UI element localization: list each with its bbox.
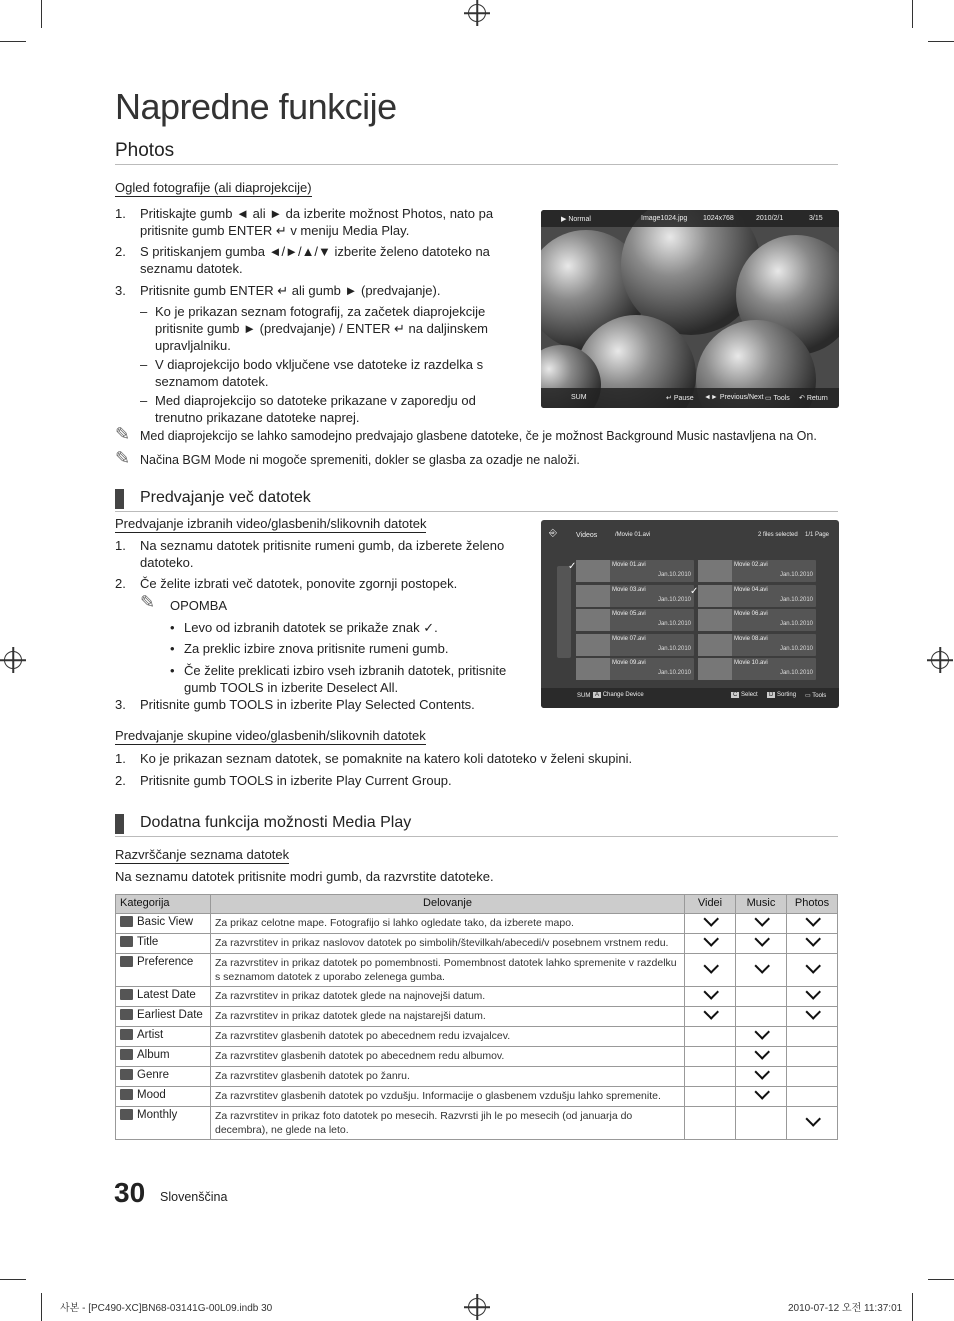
subheading-sort: Razvrščanje seznama datotek bbox=[115, 847, 290, 862]
support-cell bbox=[685, 1087, 736, 1107]
checkmark-icon bbox=[805, 931, 821, 947]
description-cell: Za razvrstitev glasbenih datotek po žanru. bbox=[211, 1067, 685, 1087]
file-name: Movie 09.avi bbox=[612, 660, 646, 666]
step-number: 2. bbox=[115, 576, 126, 591]
crop-mark bbox=[0, 1279, 26, 1280]
file-thumbnail-icon bbox=[576, 658, 610, 680]
category-cell bbox=[116, 954, 211, 987]
support-cell bbox=[787, 1087, 838, 1107]
file-item[interactable] bbox=[698, 658, 816, 680]
category-cell bbox=[116, 1047, 211, 1067]
category-icon bbox=[120, 916, 133, 927]
category-sidebar bbox=[557, 566, 571, 658]
file-date: Jan.10.2010 bbox=[657, 621, 691, 627]
file-name: Movie 10.avi bbox=[734, 660, 768, 666]
table-row bbox=[116, 987, 838, 1007]
file-thumbnail-icon bbox=[698, 609, 732, 631]
checkmark-icon bbox=[703, 911, 719, 927]
support-cell bbox=[787, 1007, 838, 1027]
section-bar bbox=[115, 489, 124, 509]
apples-photo bbox=[541, 210, 839, 408]
section-heading-extra: Dodatna funkcija možnosti Media Play bbox=[140, 814, 412, 831]
checkmark-icon bbox=[805, 911, 821, 927]
subheading-slideshow: Ogled fotografije (ali diaprojekcije) bbox=[115, 180, 312, 195]
file-item[interactable] bbox=[576, 634, 694, 656]
description-cell: Za razvrstitev glasbenih datotek po abecednem redu albumov. bbox=[211, 1047, 685, 1067]
file-name: Movie 07.avi bbox=[612, 635, 646, 642]
table-row bbox=[116, 954, 838, 987]
support-cell bbox=[787, 1027, 838, 1047]
crop-mark bbox=[912, 0, 913, 28]
file-item[interactable] bbox=[698, 609, 816, 631]
file-thumbnail-icon bbox=[698, 634, 732, 656]
table-row bbox=[116, 1027, 838, 1047]
category-icon bbox=[120, 1069, 133, 1080]
category-cell bbox=[116, 1007, 211, 1027]
screen-page: 1/1 Page bbox=[805, 532, 830, 538]
description-cell: Za razvrstitev in prikaz datotek po pomembnosti. Pomembnost datotek lahko spremenite v razdelku s seznamom datotek z uporabo zelenega gumba. bbox=[211, 954, 685, 987]
file-name: Movie 04.avi bbox=[734, 586, 768, 593]
file-item[interactable] bbox=[576, 609, 694, 631]
support-cell bbox=[685, 934, 736, 954]
category-cell bbox=[116, 934, 211, 954]
registration-mark-icon bbox=[931, 651, 949, 669]
note-label: OPOMBA bbox=[170, 598, 228, 613]
screen-title: Videos bbox=[576, 532, 598, 539]
screen-filename: Image1024.jpg bbox=[641, 215, 688, 222]
category-icon bbox=[120, 1029, 133, 1040]
file-thumbnail-icon bbox=[698, 658, 732, 680]
file-date: Jan.10.2010 bbox=[657, 645, 691, 652]
step-text: Na seznamu datotek pritisnite rumeni gumb, da izberete želeno datoteko. bbox=[140, 538, 505, 570]
file-date: Jan.10.2010 bbox=[779, 645, 813, 652]
page-number: 30 bbox=[114, 1177, 146, 1208]
step-number: 2. bbox=[115, 244, 126, 259]
table-header: Delovanje bbox=[211, 895, 685, 914]
file-item[interactable] bbox=[576, 658, 694, 680]
step-text: Ko je prikazan seznam datotek, se pomaknite na katero koli datoteko v želeni skupini. bbox=[140, 751, 633, 766]
note-pencil-icon: ✎ bbox=[115, 424, 131, 444]
step-number: 1. bbox=[115, 206, 126, 221]
file-thumbnail-icon bbox=[698, 585, 732, 607]
description-cell: Za razvrstitev in prikaz datotek glede na najnovejši datum. bbox=[211, 987, 685, 1007]
note-pencil-icon: ✎ bbox=[115, 448, 131, 468]
checkmark-icon bbox=[754, 958, 770, 974]
bullet-item: Za preklic izbire znova pritisnite rumeni gumb. bbox=[184, 641, 449, 656]
category-label: Title bbox=[137, 936, 159, 948]
support-cell bbox=[787, 934, 838, 954]
description-cell: Za prikaz celotne mape. Fotografijo si lahko ogledate tako, da izberete mapo. bbox=[211, 914, 685, 934]
category-icon bbox=[120, 1089, 133, 1100]
step-number: 2. bbox=[115, 773, 126, 788]
file-item[interactable] bbox=[568, 560, 694, 582]
page-title: Napredne funkcije bbox=[115, 86, 397, 127]
divider bbox=[115, 836, 838, 837]
file-date: Jan.10.2010 bbox=[657, 596, 691, 603]
screen-count: 3/15 bbox=[809, 215, 823, 222]
crop-mark bbox=[912, 1293, 913, 1321]
category-cell bbox=[116, 914, 211, 934]
support-cell bbox=[736, 987, 787, 1007]
screen-date: 2010/2/1 bbox=[756, 215, 784, 222]
file-thumbnail-icon bbox=[698, 560, 732, 582]
table-row bbox=[116, 1107, 838, 1140]
file-date: Jan.10.2010 bbox=[779, 621, 813, 627]
photo-viewer-screenshot: ▶ Normal Image1024.jpg 1024x768 2010/2/1 3/15 SUM ↵ Pause ◄► Previous/Next ▭ Tools ↶ Return bbox=[541, 210, 839, 408]
file-date: Jan.10.2010 bbox=[657, 572, 691, 578]
checkmark-icon bbox=[805, 1111, 821, 1127]
registration-mark-icon bbox=[468, 1298, 486, 1316]
file-date: Jan.10.2010 bbox=[657, 670, 691, 676]
bullet-item: Če želite preklicati izbiro vseh izbranih datotek, pritisnite gumb TOOLS in izberite Deselect All. bbox=[184, 663, 507, 695]
checkmark-icon bbox=[805, 1004, 821, 1020]
table-row bbox=[116, 1087, 838, 1107]
step-text: S pritiskanjem gumba ◄/►/▲/▼ izberite želeno datoteko na seznamu datotek. bbox=[140, 244, 490, 276]
step-number: 3. bbox=[115, 283, 126, 298]
support-cell bbox=[736, 1087, 787, 1107]
table-row bbox=[116, 1067, 838, 1087]
crop-mark bbox=[41, 0, 42, 28]
category-label: Earliest Date bbox=[137, 1009, 203, 1021]
category-cell bbox=[116, 1067, 211, 1087]
crop-mark bbox=[41, 1293, 42, 1321]
screen-select: Select bbox=[741, 692, 758, 698]
checkmark-icon bbox=[805, 984, 821, 1000]
note-text: Načina BGM Mode ni mogoče spremeniti, dokler se glasba za ozadje ne naloži. bbox=[140, 453, 580, 467]
divider bbox=[115, 511, 838, 512]
file-name: Movie 06.avi bbox=[734, 611, 768, 617]
support-cell bbox=[685, 1107, 736, 1140]
subheading-selected: Predvajanje izbranih video/glasbenih/slikovnih datotek bbox=[115, 516, 427, 531]
subheading-group: Predvajanje skupine video/glasbenih/slikovnih datotek bbox=[115, 728, 426, 743]
support-cell bbox=[685, 1027, 736, 1047]
file-item[interactable] bbox=[690, 585, 816, 607]
checkmark-icon bbox=[754, 1084, 770, 1100]
category-cell bbox=[116, 1027, 211, 1047]
category-cell bbox=[116, 1087, 211, 1107]
description-cell: Za razvrstitev glasbenih datotek po vzdušju. Informacije o glasbenem vzdušju lahko spremenite. bbox=[211, 1087, 685, 1107]
file-name: Movie 05.avi bbox=[612, 611, 646, 617]
file-item[interactable] bbox=[698, 560, 816, 582]
support-cell bbox=[736, 954, 787, 987]
screen-tools: Tools bbox=[812, 693, 827, 699]
checkmark-icon bbox=[754, 911, 770, 927]
description-cell: Za razvrstitev in prikaz datotek glede na najstarejši datum. bbox=[211, 1007, 685, 1027]
step-text: Pritisnite gumb TOOLS in izberite Play Current Group. bbox=[140, 773, 452, 788]
category-cell bbox=[116, 987, 211, 1007]
screen-prevnext: Previous/Next bbox=[719, 394, 764, 401]
step-text: Če želite izbrati več datotek, ponovite zgornji postopek. bbox=[140, 576, 458, 591]
sort-category-table bbox=[115, 894, 838, 1140]
screen-sorting: Sorting bbox=[777, 692, 797, 698]
category-label: Basic View bbox=[137, 916, 194, 928]
description-cell: Za razvrstitev in prikaz foto datotek po mesecih. Razvrsti jih le po mesecih (od januarja do decembra), ne glede na leto. bbox=[211, 1107, 685, 1140]
checkmark-icon bbox=[754, 931, 770, 947]
screen-resolution: 1024x768 bbox=[703, 215, 734, 222]
screen-return: Return bbox=[806, 395, 828, 402]
support-cell bbox=[685, 1047, 736, 1067]
file-name: Movie 02.avi bbox=[734, 562, 768, 568]
crop-mark bbox=[928, 1279, 954, 1280]
screen-tools: Tools bbox=[773, 395, 790, 402]
print-date-info: 2010-07-12 오전 11:37:01 bbox=[788, 1303, 903, 1314]
table-row bbox=[116, 914, 838, 934]
support-cell bbox=[787, 954, 838, 987]
table-header: Videi bbox=[685, 895, 736, 914]
print-file-info: 사본 - [PC490-XC]BN68-03141G-00L09.indb 30 bbox=[60, 1303, 273, 1314]
checkmark-icon bbox=[754, 1064, 770, 1080]
bullet-item: Levo od izbranih datotek se prikaže znak ✓. bbox=[184, 620, 438, 635]
file-name: Movie 01.avi bbox=[612, 562, 646, 568]
table-header: Music bbox=[736, 895, 787, 914]
screen-pause: Pause bbox=[673, 395, 694, 402]
category-label: Genre bbox=[137, 1069, 169, 1081]
description-cell: Za razvrstitev in prikaz naslovov datotek po simbolih/številkah/abecedi/v posebnem vrstnem redu. bbox=[211, 934, 685, 954]
category-label: Monthly bbox=[137, 1109, 178, 1121]
category-label: Mood bbox=[137, 1089, 166, 1101]
section-bar bbox=[115, 814, 124, 834]
table-header: Photos bbox=[787, 895, 838, 914]
section-heading-multi: Predvajanje več datotek bbox=[140, 489, 311, 506]
support-cell bbox=[787, 1107, 838, 1140]
file-thumbnail-icon bbox=[576, 585, 610, 607]
table-row bbox=[116, 934, 838, 954]
registration-mark-icon bbox=[4, 651, 22, 669]
step-text: Pritisnite gumb TOOLS in izberite Play Selected Contents. bbox=[140, 697, 475, 712]
key-d-icon: D bbox=[769, 692, 774, 698]
divider bbox=[115, 164, 838, 165]
description-cell: Za razvrstitev glasbenih datotek po abecednem redu izvajalcev. bbox=[211, 1027, 685, 1047]
key-c-icon: C bbox=[733, 692, 738, 698]
key-a-icon: A bbox=[595, 692, 600, 698]
step-number: 3. bbox=[115, 697, 126, 712]
table-row bbox=[116, 1007, 838, 1027]
checkmark-icon bbox=[754, 1024, 770, 1040]
step-text: Pritiskajte gumb ◄ ali ► da izberite možnost Photos, nato pa pritisnite gumb ENTER ↵ v meniju Media Play. bbox=[140, 206, 494, 238]
checkmark-icon bbox=[754, 1044, 770, 1060]
file-thumbnail-icon bbox=[576, 609, 610, 631]
checkmark-icon bbox=[703, 958, 719, 974]
screen-selected-count: 2 files selected bbox=[758, 532, 798, 538]
support-cell bbox=[685, 1067, 736, 1087]
support-cell bbox=[736, 934, 787, 954]
registration-mark-icon bbox=[468, 4, 486, 22]
step-number: 1. bbox=[115, 751, 126, 766]
checkmark-icon bbox=[703, 984, 719, 1000]
dash-item: Ko je prikazan seznam fotografij, za začetek diaprojekcije pritisnite gumb ► (predvajanje) / ENTER ↵ na daljinskem upravljalniku. bbox=[155, 304, 488, 353]
file-list-screenshot: ⎆ Videos /Movie 01.avi 2 files selected 1/1 Page ✓ Movie 01.avi Jan.10.2010 Movie 02.avi Jan.10.2010 Movie 03.avi Jan.10.2010 ✓ Movie 04.avi Jan.10.2010 Movie 05.avi Jan.10.2010 Movie 06.avi Jan.10.2010 Movie 07.avi Jan.10.2010 Movie 08.avi Jan.10.2010 Movie 09.avi Jan.10.2010 Movie 10.avi Jan.10.2010 SUM A Change Device C Select D Sorting ▭ Tools bbox=[541, 520, 839, 708]
category-label: Preference bbox=[137, 956, 194, 968]
file-date: Jan.10.2010 bbox=[779, 572, 813, 578]
category-icon bbox=[120, 989, 133, 1000]
dash-item: Med diaprojekcijo so datoteke prikazane v zaporedju od trenutno prikazane datoteke naprej. bbox=[155, 393, 476, 425]
screen-device: SUM bbox=[577, 693, 591, 699]
file-name: Movie 03.avi bbox=[612, 586, 646, 593]
note-text: Med diaprojekcijo se lahko samodejno predvajajo glasbene datoteke, če je možnost Background Music nastavljena na On. bbox=[140, 429, 817, 443]
table-row bbox=[116, 1047, 838, 1067]
file-date: Jan.10.2010 bbox=[779, 670, 813, 676]
checkmark-icon bbox=[805, 958, 821, 974]
table-header: Kategorija bbox=[116, 895, 211, 914]
intro-text: Na seznamu datotek pritisnite modri gumb, da razvrstite datoteke. bbox=[115, 869, 494, 884]
checkmark-icon bbox=[703, 931, 719, 947]
support-cell bbox=[787, 1067, 838, 1087]
screen-path: /Movie 01.avi bbox=[615, 532, 651, 538]
crop-mark bbox=[0, 41, 26, 42]
screen-change-device: Change Device bbox=[602, 692, 644, 698]
category-label: Album bbox=[137, 1049, 170, 1061]
support-cell bbox=[736, 1107, 787, 1140]
note-pencil-icon: ✎ bbox=[140, 592, 156, 612]
support-cell bbox=[685, 954, 736, 987]
screen-mode: Normal bbox=[568, 216, 591, 223]
category-label: Artist bbox=[137, 1029, 164, 1041]
step-number: 1. bbox=[115, 538, 126, 553]
selected-check-icon: ✓ bbox=[690, 585, 699, 597]
support-cell bbox=[787, 1047, 838, 1067]
file-item[interactable] bbox=[576, 585, 694, 607]
section-heading-photos: Photos bbox=[115, 140, 175, 161]
selected-check-icon: ✓ bbox=[568, 561, 577, 572]
category-icon bbox=[120, 1049, 133, 1060]
support-cell bbox=[685, 1007, 736, 1027]
file-name: Movie 08.avi bbox=[734, 635, 768, 642]
file-thumbnail-icon bbox=[576, 560, 610, 582]
category-icon bbox=[120, 956, 133, 967]
file-item[interactable] bbox=[698, 634, 816, 656]
category-cell bbox=[116, 1107, 211, 1140]
file-thumbnail-icon bbox=[576, 634, 610, 656]
category-icon bbox=[120, 936, 133, 947]
category-icon bbox=[120, 1109, 133, 1120]
file-date: Jan.10.2010 bbox=[779, 596, 813, 603]
screen-device: SUM bbox=[571, 394, 587, 401]
category-icon bbox=[120, 1009, 133, 1020]
crop-mark bbox=[928, 41, 954, 42]
footer-language: Slovenščina bbox=[160, 1190, 228, 1204]
step-text: Pritisnite gumb ENTER ↵ ali gumb ► (predvajanje). bbox=[140, 283, 441, 298]
category-label: Latest Date bbox=[137, 989, 196, 1001]
dash-item: V diaprojekcijo bodo vključene vse datoteke iz razdelka s seznamom datotek. bbox=[155, 357, 484, 389]
checkmark-icon bbox=[703, 1004, 719, 1020]
